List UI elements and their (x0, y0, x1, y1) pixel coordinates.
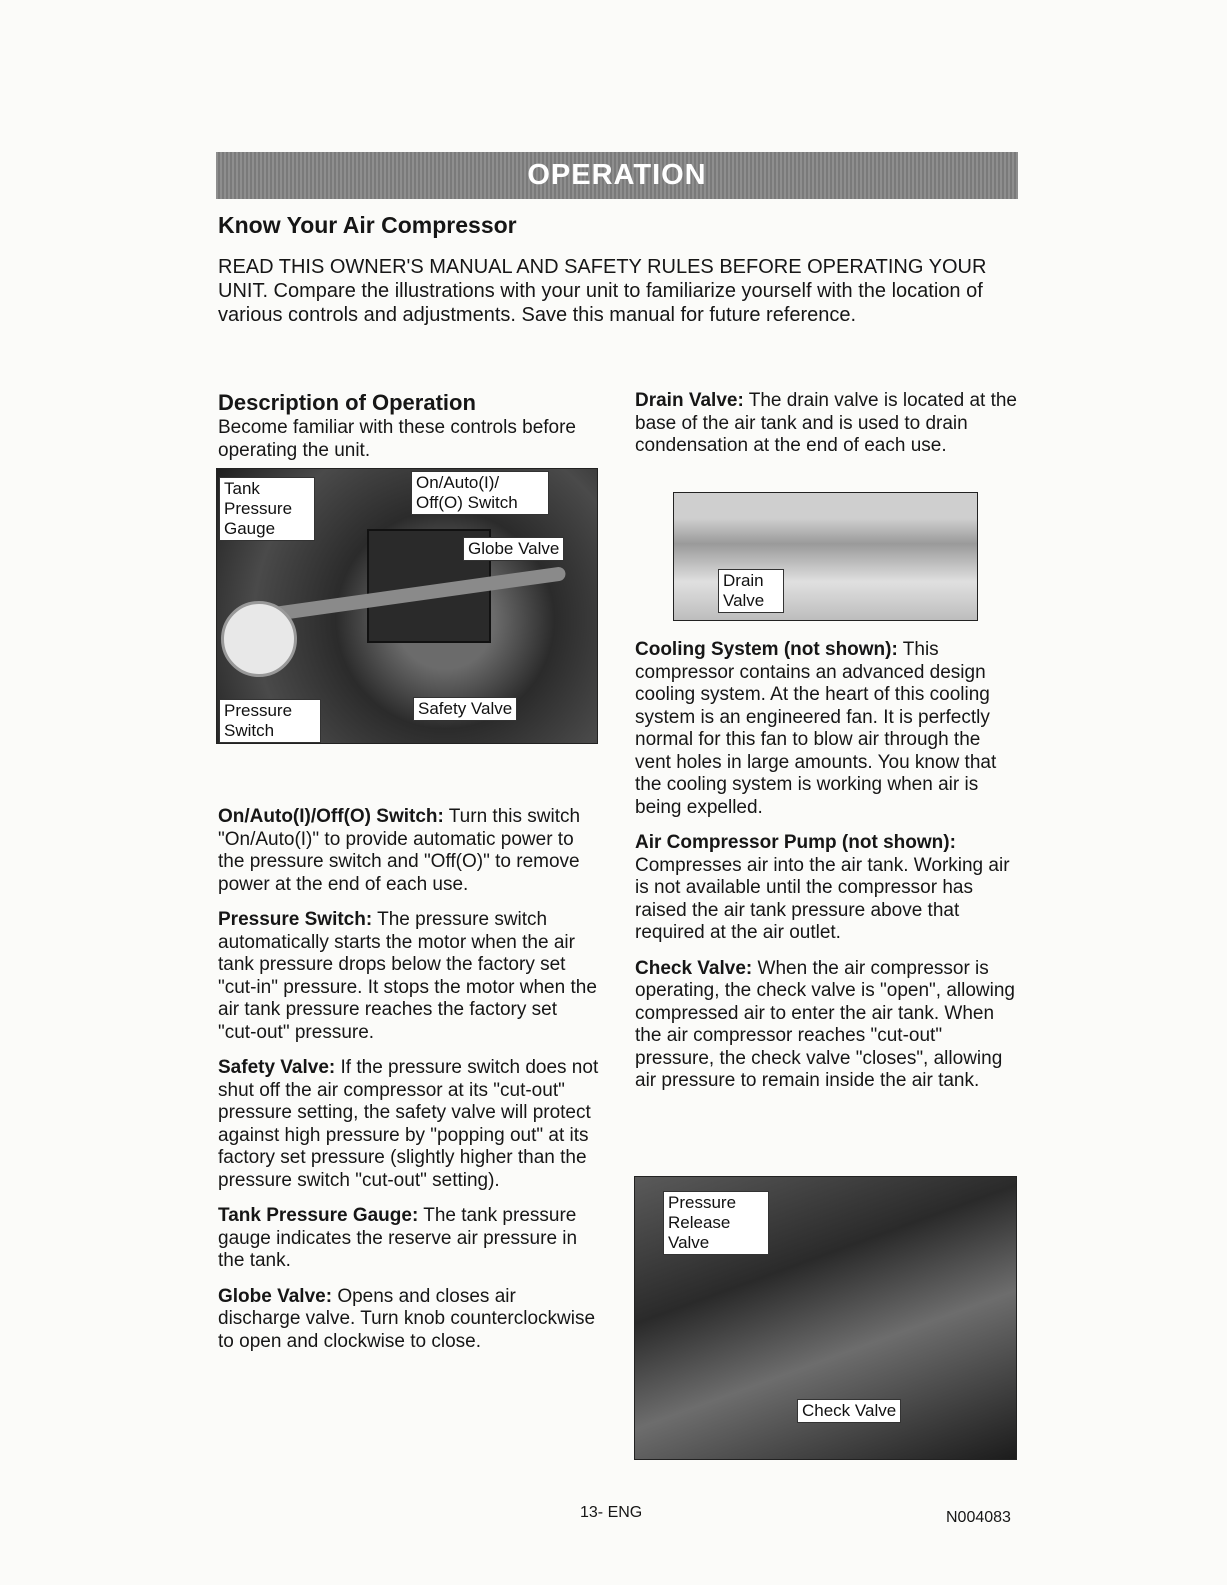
section-title: OPERATION (527, 159, 707, 191)
right-column-mid (635, 639, 1020, 1106)
drain-valve-photo (673, 492, 978, 621)
left-column (218, 806, 600, 1366)
label-globe-valve: Globe Valve (463, 537, 564, 561)
section-banner (216, 152, 1018, 199)
desc-pressure-switch: Pressure Switch: The pressure switch automatically starts the motor when the air tank pressure drops below the factory set "cut-in" pressure. It stops the motor when the air tank pressure reaches the factory set "cut-out" pressure. (218, 909, 597, 1043)
pressure-gauge-dial (221, 601, 297, 677)
check-valve-photo (634, 1176, 1017, 1460)
description-heading: Description of Operation (218, 390, 476, 415)
label-pressure-switch: Pressure Switch (219, 699, 321, 743)
right-column-top (635, 390, 1017, 471)
desc-globe-valve: Globe Valve: Opens and closes air discharge valve. Turn knob counterclockwise to open and clockwise to close. (218, 1285, 596, 1352)
desc-check-valve: Check Valve: When the air compressor is operating, the check valve is "open", allowing compressed air to enter the air tank. When the air compressor reaches "cut-out" pressure, the check valve "closes", allowing air pressure to remain inside the air tank. (635, 957, 1015, 1091)
desc-drain-valve: Drain Valve: The drain valve is located at the base of the air tank and is used to drain condensation at the end of each use. (635, 390, 1017, 456)
label-tank-pressure-gauge: Tank Pressure Gauge (219, 477, 315, 541)
document-code: N004083 (946, 1509, 1011, 1526)
label-onoff-switch: On/Auto(I)/ Off(O) Switch (411, 471, 549, 515)
page-number: 13- ENG (580, 1504, 643, 1521)
desc-safety-valve: Safety Valve: If the pressure switch does not shut off the air compressor at its "cut-out" pressure setting, the safety valve will protect against high pressure by "popping out" at its factory set pressure (slightly higher than the pressure switch "cut-out" setting). (218, 1057, 599, 1191)
desc-compressor-pump: Air Compressor Pump (not shown): Compresses air into the air tank. Working air is not available until the compressor has raised the air tank pressure above that required at the air outlet. (635, 832, 1010, 943)
intro-paragraph: READ THIS OWNER'S MANUAL AND SAFETY RULES BEFORE OPERATING YOUR UNIT. Compare the illustrations with your unit to familiarize yourself with the location of various controls and adjustments. Save this manual for future reference. (218, 256, 987, 326)
page-heading: Know Your Air Compressor (218, 212, 517, 238)
controls-photo (216, 468, 598, 744)
label-safety-valve: Safety Valve (413, 697, 517, 721)
desc-onoff-switch: On/Auto(I)/Off(O) Switch: Turn this switch "On/Auto(I)" to provide automatic power to the pressure switch and "Off(O)" to remove power at the end of each use. (218, 806, 581, 895)
desc-cooling-system: Cooling System (not shown): This compressor contains an advanced design cooling system. At the heart of this cooling system is an engineered fan. It is perfectly normal for this fan to blow air through the vent holes in large amounts. You know that the cooling system is working when air is being expelled. (635, 639, 997, 818)
desc-tank-pressure-gauge: Tank Pressure Gauge: The tank pressure gauge indicates the reserve air pressure in the tank. (218, 1205, 578, 1271)
label-pressure-release-valve: Pressure Release Valve (663, 1191, 769, 1255)
label-check-valve: Check Valve (797, 1399, 901, 1423)
label-drain-valve: Drain Valve (718, 569, 784, 613)
description-subtitle: Become familiar with these controls before operating the unit. (218, 417, 576, 461)
